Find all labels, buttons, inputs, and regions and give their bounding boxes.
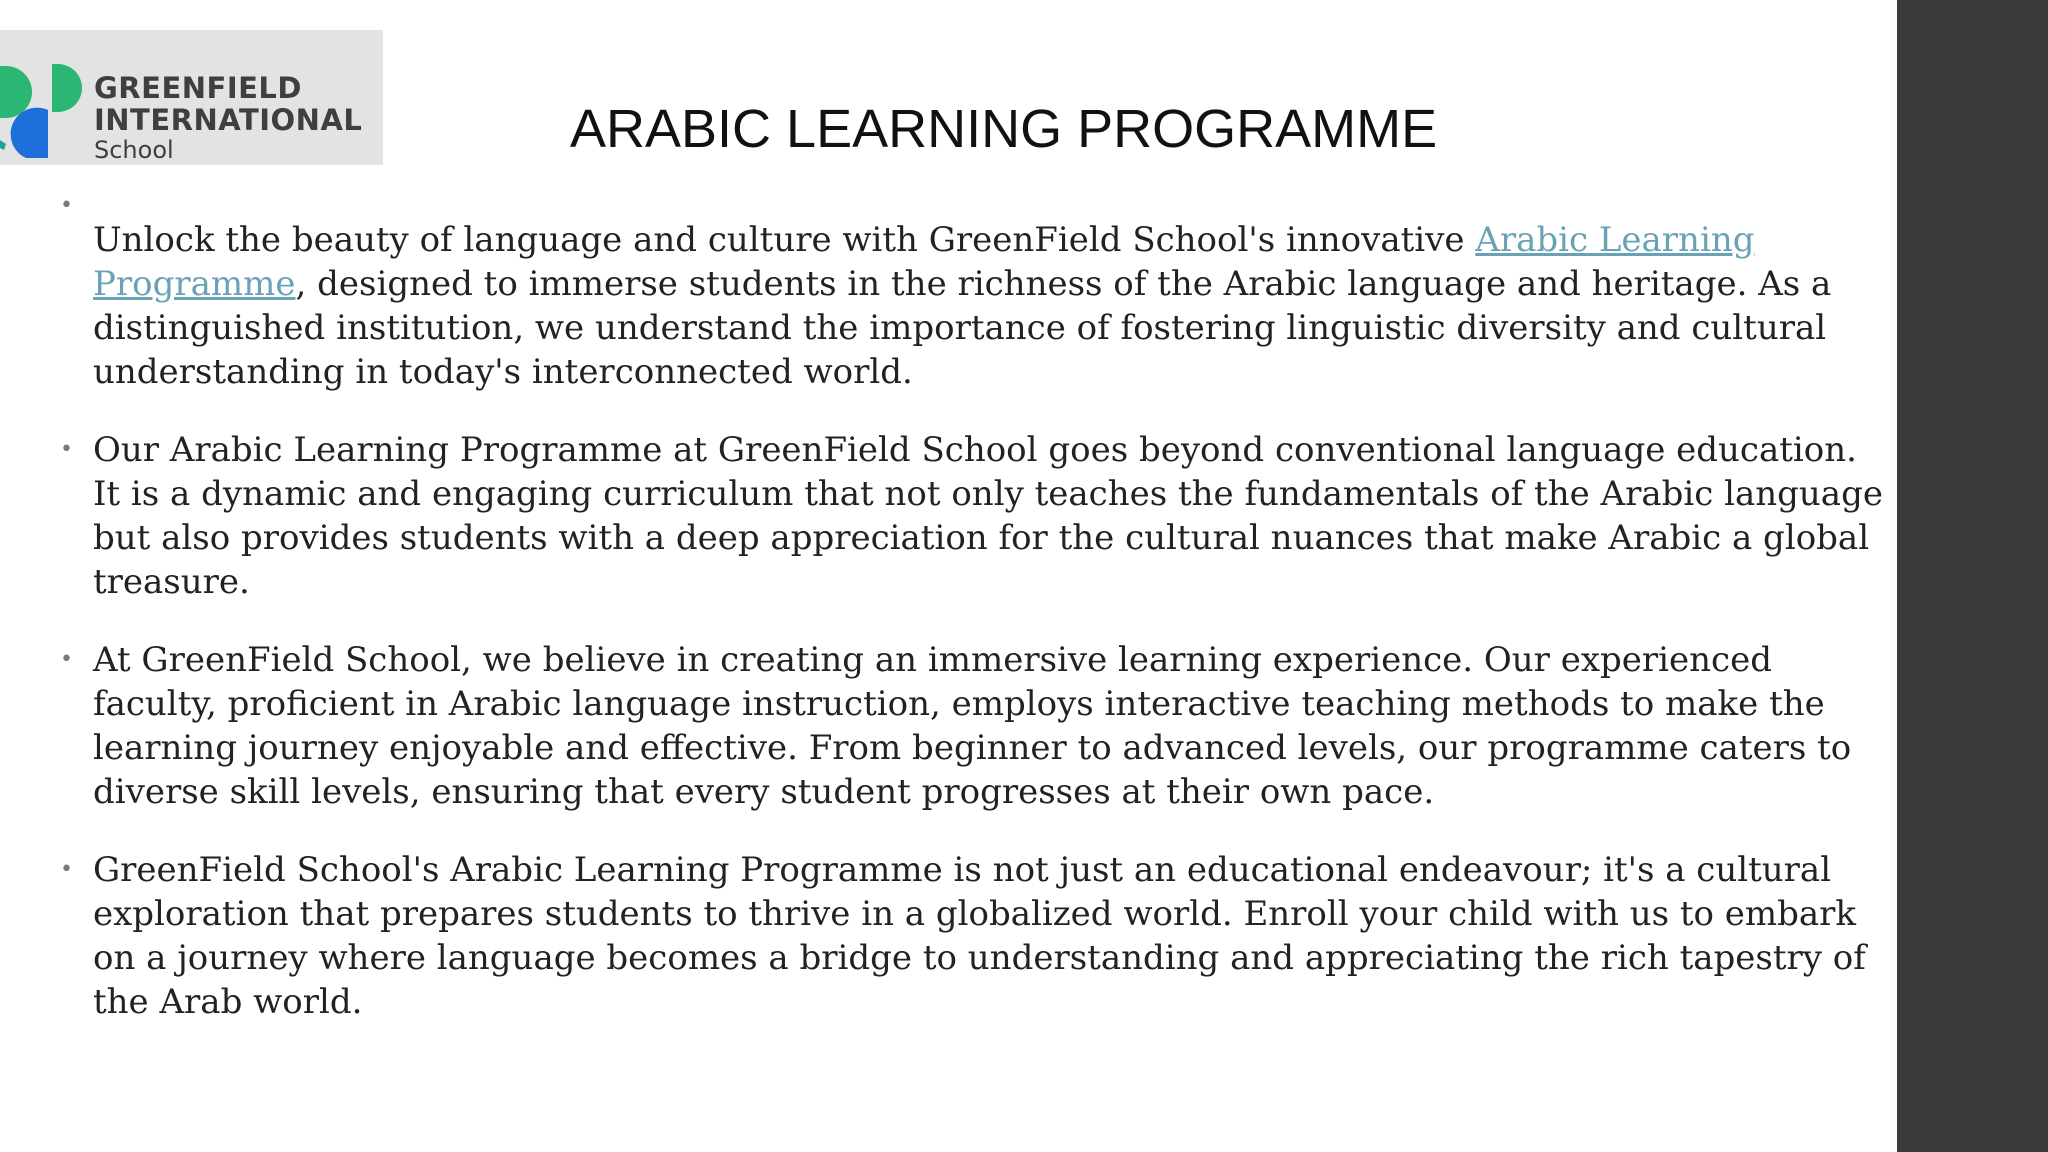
logo-line-school: School (94, 136, 174, 164)
bullet-item-3: • At GreenField School, we believe in creating an immersive learning experience. Our experienced faculty, proficient in Arabic language instruction, employs interactive teaching methods to make the learning journey enjoyable and effective. From beginner to advanced levels, our programme caters to diverse skill levels, ensuring that every student progresses at their own pace. (93, 638, 1883, 814)
bullet-1-text-before-link: Unlock the beauty of language and culture with GreenField School's innovative (93, 220, 1476, 260)
logo-line-international: INTERNATIONAL (94, 103, 363, 137)
right-sidebar-bar (1897, 0, 2048, 1152)
logo-line-greenfield: GREENFIELD (94, 71, 302, 105)
school-logo (0, 30, 383, 165)
logo-green-d-shape (52, 64, 82, 112)
bullet-1-text-after-link: , designed to immerse students in the richness of the Arabic language and heritage. As a distinguished institution, we understand the importance of fostering linguistic diversity and cultural understanding in today's interconnected world. (93, 264, 1832, 392)
page-title: ARABIC LEARNING PROGRAMME (570, 99, 1438, 159)
logo-wordmark (94, 71, 363, 164)
arabic-learning-programme-link[interactable]: Arabic Learning Programme (93, 220, 1755, 304)
bullet-item-2: • Our Arabic Learning Programme at GreenField School goes beyond conventional language education. It is a dynamic and engaging curriculum that not only teaches the fundamentals of the Arabic language but also provides students with a deep appreciation for the cultural nuances that make Arabic a global treasure. (93, 428, 1883, 604)
bullet-list (93, 180, 1883, 1058)
logo-teal-shape (0, 140, 6, 150)
bullet-item-4: • GreenField School's Arabic Learning Programme is not just an educational endeavour; it's a cultural exploration that prepares students to thrive in a globalized world. Enroll your child with us to embark on a journey where language becomes a bridge to understanding and appreciating the rich tapestry of the Arab world. (93, 848, 1883, 1024)
bullet-item-1 (93, 218, 1883, 394)
